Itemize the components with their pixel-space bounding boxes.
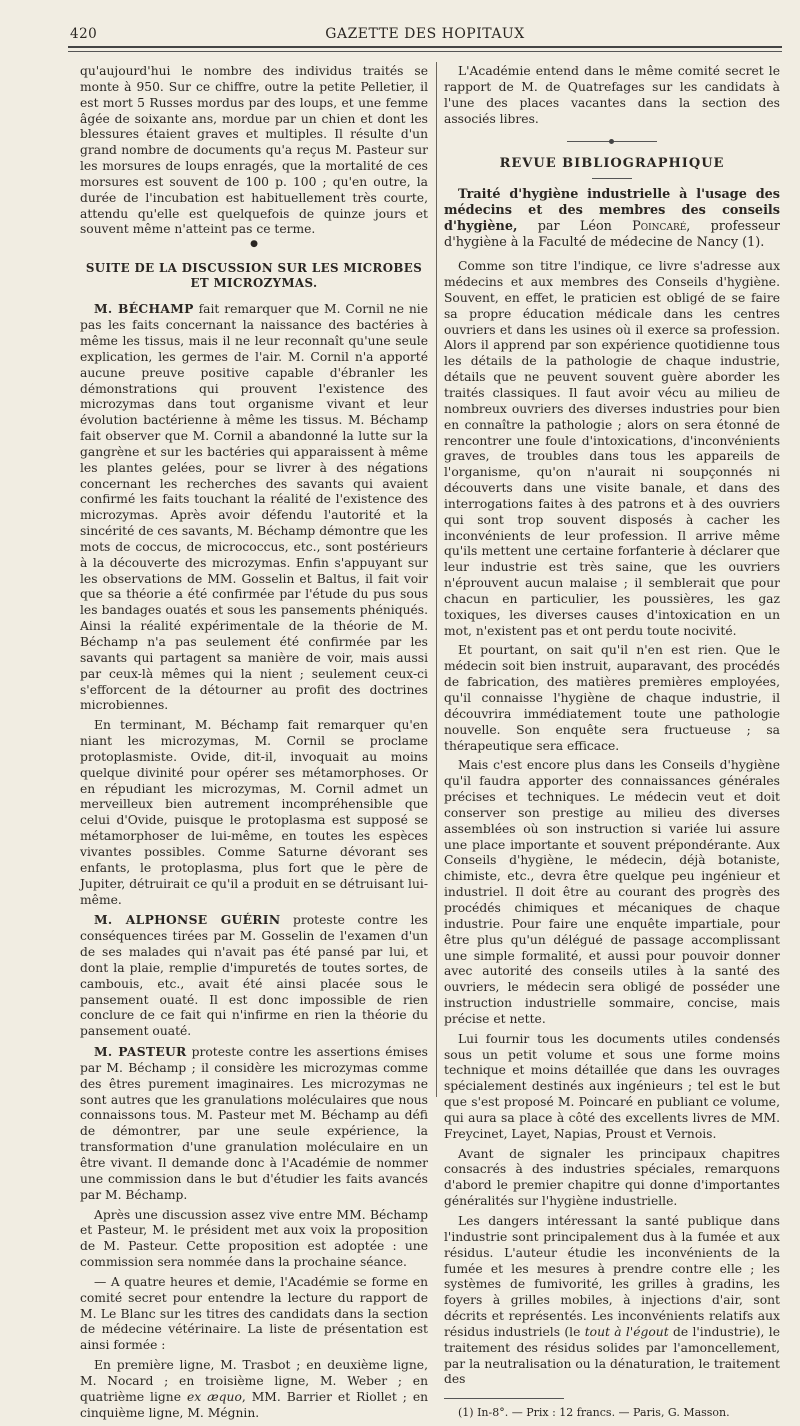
paragraph: En terminant, M. Béchamp fait remarquer qu'en niant les microzymas, M. Cornil se proclame protoplasmiste. Ovide, dit-il, invoquait au moins quelque divinité pour opérer ses métamorphoses. Or en répudiant les microzymas, M. Cornil admet un merveilleux bien autrement incompréhensible que celui d'Ovide, puisque le protoplasma est supposé se métamorphoser de lui-même, en toutes les espèces vivantes possibles. Comme Saturne dévorant ses enfants, le protoplasma, plus fort que le père de Jupiter, détruirait ce qu'il a produit en se détruisant lui-même. <box>80 718 428 907</box>
speaker-name: M. PASTEUR <box>94 1044 187 1060</box>
header-rule <box>68 46 782 48</box>
speaker-name: M. ALPHONSE GUÉRIN <box>94 912 281 928</box>
paragraph: — A quatre heures et demie, l'Académie se forme en comité secret pour entendre la lecture du rapport de M. Le Blanc sur les titres des candidats dans la section de médecine vétérinaire. La liste de présentation est ainsi formée : <box>80 1274 428 1353</box>
separator-ornament <box>567 141 657 142</box>
page-header <box>70 18 780 42</box>
book-title: Traité d'hygiène industrielle à l'usage des médecins et des membres des conseils d'hygiène, par Léon Poincaré, professeur d'hygiène à la Faculté de médecine de Nancy (1). <box>444 187 780 251</box>
left-column <box>80 64 428 1426</box>
paragraph: Lui fournir tous les documents utiles condensés sous un petit volume et sous une forme moins technique et moins détaillée que dans les ouvrages spécialement destinés aux ingénieurs ; tel est le but que s'est proposé M. Poincaré en publiant ce volume, qui aura sa place à côté des excellents livres de MM. Freycinet, Layet, Napias, Proust et Vernois. <box>444 1031 780 1141</box>
bullet-ornament: ● <box>250 239 258 250</box>
paragraph: M. ALPHONSE GUÉRIN proteste contre les conséquences tirées par M. Gosselin de l'examen d'un de ses malades qui n'avait pas été pansé par lui, et dont la plaie, remplie d'impuretés de toutes sortes, de cambouis, etc., avait été ainsi placée sous le pansement ouaté. Il est donc impossible de rien conclure de ce fait qui n'infirme en rien la théorie du pansement ouaté. <box>80 912 428 1039</box>
paragraph: Avant de signaler les principaux chapitres consacrés à des industries spéciales, remarquons d'abord le premier chapitre qui donne d'importantes généralités sur l'hygiène industrielle. <box>444 1146 780 1209</box>
header-rule-thin <box>68 51 782 52</box>
paragraph: Les dangers intéressant la santé publique dans l'industrie sont principalement dus à la fumée et aux résidus. L'auteur étudie les inconvénients de la fumée et les mesures à prendre contre elle ; les systèmes de fumivorité, les grilles à gradins, les foyers à grilles mobiles, à injections d'air, sont décrits et représentés. Les inconvénients relatifs aux résidus industriels (le tout à l'égout de l'industrie), le traitement des résidus solides par l'amoncellement, par la neutralisation ou la dénaturation, le traitement des <box>444 1214 780 1387</box>
paragraph: Et pourtant, on sait qu'il n'en est rien. Que le médecin soit bien instruit, auparavant, des procédés de fabrication, des matières premières employées, qu'il connaisse l'hygiène de chaque industrie, il découvrira immédiatement toute une pathologie nouvelle. Son enquête sera fructueuse ; sa thérapeutique sera efficace. <box>444 643 780 753</box>
paragraph: L'Académie entend dans le même comité secret le rapport de M. de Quatrefages sur les candidats à l'une des places vacantes dans la section des associés libres. <box>444 64 780 126</box>
speaker-name: M. BÉCHAMP <box>94 301 194 317</box>
footnote-rule <box>444 1398 564 1399</box>
footnote: (1) In-8°. — Prix : 12 francs. — Paris, G. Masson. <box>458 1406 730 1420</box>
column-divider <box>436 62 437 1097</box>
short-rule <box>592 178 632 179</box>
paragraph: Comme son titre l'indique, ce livre s'adresse aux médecins et aux membres des Conseils d'hygiène. Souvent, en effet, le praticien est obligé de se faire sa propre éducation médicale dans les centres ouvriers et dans les usines où il exerce sa profession. Alors il apprend par son expérience quotidienne tous les détails de la pathologie de chaque industrie, détails que ne peuvent souvent guère aborder les traités classiques. Il faut avoir vécu au milieu de nombreux ouvriers des diverses industries pour bien en connaître la pathologie ; alors on sera étonné de rencontrer une foule d'intoxications, d'inconvénients graves, de troubles dans tous les appareils de l'organisme, qu'on n'aurait ni soupçonnés ni découverts dans une visite banale, et dans des interrogations faites à des patrons et à des ouvriers qui sont trop souvent disposés à cacher les inconvénients de leur profession. Il arrive même qu'ils mettent une certaine forfanterie à déclarer que leur industrie est très saine, que les ouvriers n'éprouvent aucun malaise ; il semblerait que pour chacun en particulier, les poussières, les gaz toxiques, les diverses causes d'intoxication en un mot, n'existent pas et ont perdu toute nocivité. <box>444 259 780 638</box>
page-number: 420 <box>70 26 98 42</box>
paragraph: qu'aujourd'hui le nombre des individus traités se monte à 950. Sur ce chiffre, outre la petite Pelletier, il est mort 5 Russes mordus par des loups, et une femme âgée de soixante ans, mordue par un chien et dont les blessures étaient graves et multiples. Il résulte d'un grand nombre de documents qu'a reçus M. Pasteur sur les morsures de loups enragés, que la mortalité de ces morsures est souvent de 100 p. 100 ; qu'en outre, la durée de l'incubation est habituellement très courte, attendu qu'elle est quelquefois de quinze jours et souvent même n'atteint pas ce terme. <box>80 64 428 237</box>
paragraph: M. PASTEUR proteste contre les assertions émises par M. Béchamp ; il considère les microzymas comme des êtres purement imaginaires. Les microzymas ne sont autres que les granulations moléculaires que nous connaissons tous. M. Pasteur met M. Béchamp au défi de démontrer, par une seule expérience, la transformation d'une granulation moléculaire en un être vivant. Il demande donc à l'Académie de nommer une commission dans le but d'étudier les faits avancés par M. Béchamp. <box>80 1044 428 1202</box>
review-heading: REVUE BIBLIOGRAPHIQUE <box>499 156 725 172</box>
paragraph: En première ligne, M. Trasbot ; en deuxième ligne, M. Nocard ; en troisième ligne, M. Weber ; en quatrième ligne ex æquo, MM. Barrier et Riollet ; en cinquième ligne, M. Mégnin. <box>80 1358 429 1420</box>
paragraph: Mais c'est encore plus dans les Conseils d'hygiène qu'il faudra apporter des connaissances générales précises et techniques. Le médecin veut et doit conserver son prestige au milieu des diverses assemblées où son instruction si variée lui assure une place importante et souvent prépondérante. Aux Conseils d'hygiène, le médecin, déjà botaniste, chimiste, etc., devra être quelque peu ingénieur et industriel. Il doit être au courant des progrès des procédés chimiques et mécaniques de chaque industrie. Pour faire une enquête impartiale, pour être plus qu'un délégué de passage accomplissant une simple formalité, et aussi pour pouvoir donner avec autorité des conseils utiles à la santé des ouvriers, le médecin sera obligé de posséder une instruction industrielle sommaire, concise, mais précise et nette. <box>444 758 780 1026</box>
right-column <box>444 64 780 1425</box>
paragraph: M. BÉCHAMP fait remarquer que M. Cornil ne nie pas les faits concernant la naissance des bactéries à même les tissus, mais il ne leur reconnaît qu'une seule explication, les germes de l'air. M. Cornil n'a apporté aucune preuve positive capable d'ébranler les démonstrations qui prouvent l'existence des microzymas dans tout organisme vivant et leur évolution bactérienne à même les tissus. M. Béchamp fait observer que M. Cornil a abandonné la lutte sur la gangrène et sur les bactéries qui apparaissent à même les plantes gelées, pour se livrer à des négations concernant les recherches des savants qui avaient confirmé les faits touchant la réalité de l'existence des microzymas. Après avoir défendu l'autorité et la sincérité de ces savants, M. Béchamp démontre que les mots de coccus, de micrococcus, etc., sont postérieurs à la découverte des microzymas. Enfin s'appuyant sur les observations de MM. Gosselin et Baltus, il fait voir que sa théorie a été confirmée par l'étude du pus sous les bandages ouatés et sous les pansements phéniqués. Ainsi la réalité expérimentale de la théorie de M. Béchamp n'a pas seulement été confirmée par les savants qui partagent sa manière de voir, mais aussi par ceux-là mêmes qui la nient ; seulement ceux-ci s'efforcent de la détourner au profit des doctrines microbiennes. <box>80 301 428 713</box>
journal-title: GAZETTE DES HOPITAUX <box>325 26 525 42</box>
paragraph: Après une discussion assez vive entre MM. Béchamp et Pasteur, M. le président met aux voix la proposition de M. Pasteur. Cette proposition est adoptée : une commission sera nommée dans la prochaine séance. <box>80 1207 428 1270</box>
section-title: SUITE DE LA DISCUSSION SUR LES MICROBES ET MICROZYMAS. <box>85 261 423 291</box>
